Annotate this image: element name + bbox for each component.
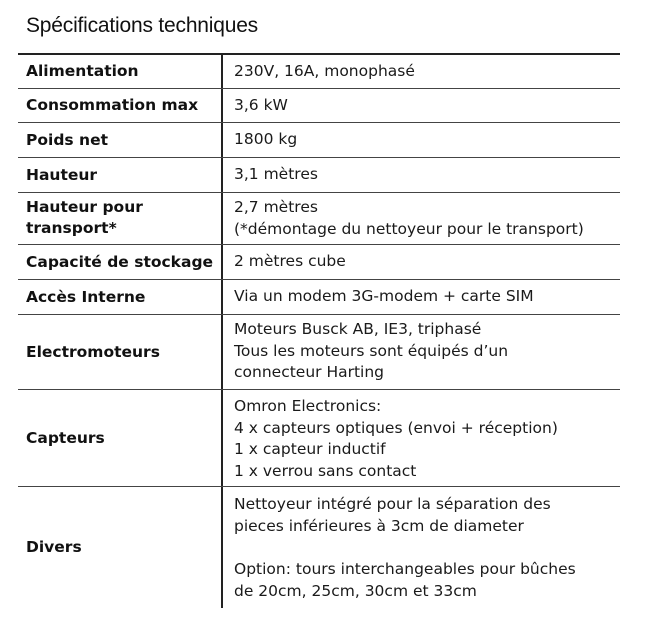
row-value: 2 mètres cube: [221, 245, 620, 279]
table-row: [18, 314, 620, 389]
row-value: 1800 kg: [221, 123, 620, 157]
table-row: [18, 157, 620, 192]
row-value: Via un modem 3G-modem + carte SIM: [221, 280, 620, 314]
table-row: [18, 192, 620, 244]
row-label: Electromoteurs: [26, 342, 160, 361]
row-label: Hauteur pour transport*: [26, 198, 143, 237]
row-value: Omron Electronics: 4 x capteurs optiques (envoi + réception) 1 x capteur inductif 1 x verrou sans contact: [221, 390, 620, 486]
row-label: Consommation max: [26, 96, 199, 114]
page-title: Spécifications techniques: [26, 14, 258, 37]
row-value: Nettoyeur intégré pour la séparation des pieces inférieures à 3cm de diameter Option: tours interchangeables pour bûches de 20cm, 25cm, 30cm et 33cm: [221, 487, 620, 608]
row-label: Hauteur: [26, 165, 98, 184]
row-label: Capacité de stockage: [26, 252, 214, 271]
row-label: Poids net: [26, 130, 108, 149]
row-label: Divers: [26, 538, 82, 556]
row-value: 230V, 16A, monophasé: [221, 55, 620, 88]
row-value: 2,7 mètres (*démontage du nettoyeur pour le transport): [221, 193, 620, 244]
row-value: 3,1 mètres: [221, 158, 620, 192]
row-value: Moteurs Busck AB, IE3, triphasé Tous les moteurs sont équipés d’un connecteur Harting: [221, 315, 620, 389]
table-row: [18, 88, 620, 122]
table-row: [18, 244, 620, 279]
table-row: [18, 279, 620, 314]
row-value: 3,6 kW: [221, 89, 620, 122]
table-row: [18, 53, 620, 88]
table-row: [18, 122, 620, 157]
row-label: Capteurs: [26, 428, 105, 447]
row-label: Alimentation: [26, 62, 139, 80]
table-row: [18, 389, 620, 486]
table-row: [18, 486, 620, 608]
specifications-table: [18, 53, 620, 608]
row-label: Accès Interne: [26, 287, 146, 306]
